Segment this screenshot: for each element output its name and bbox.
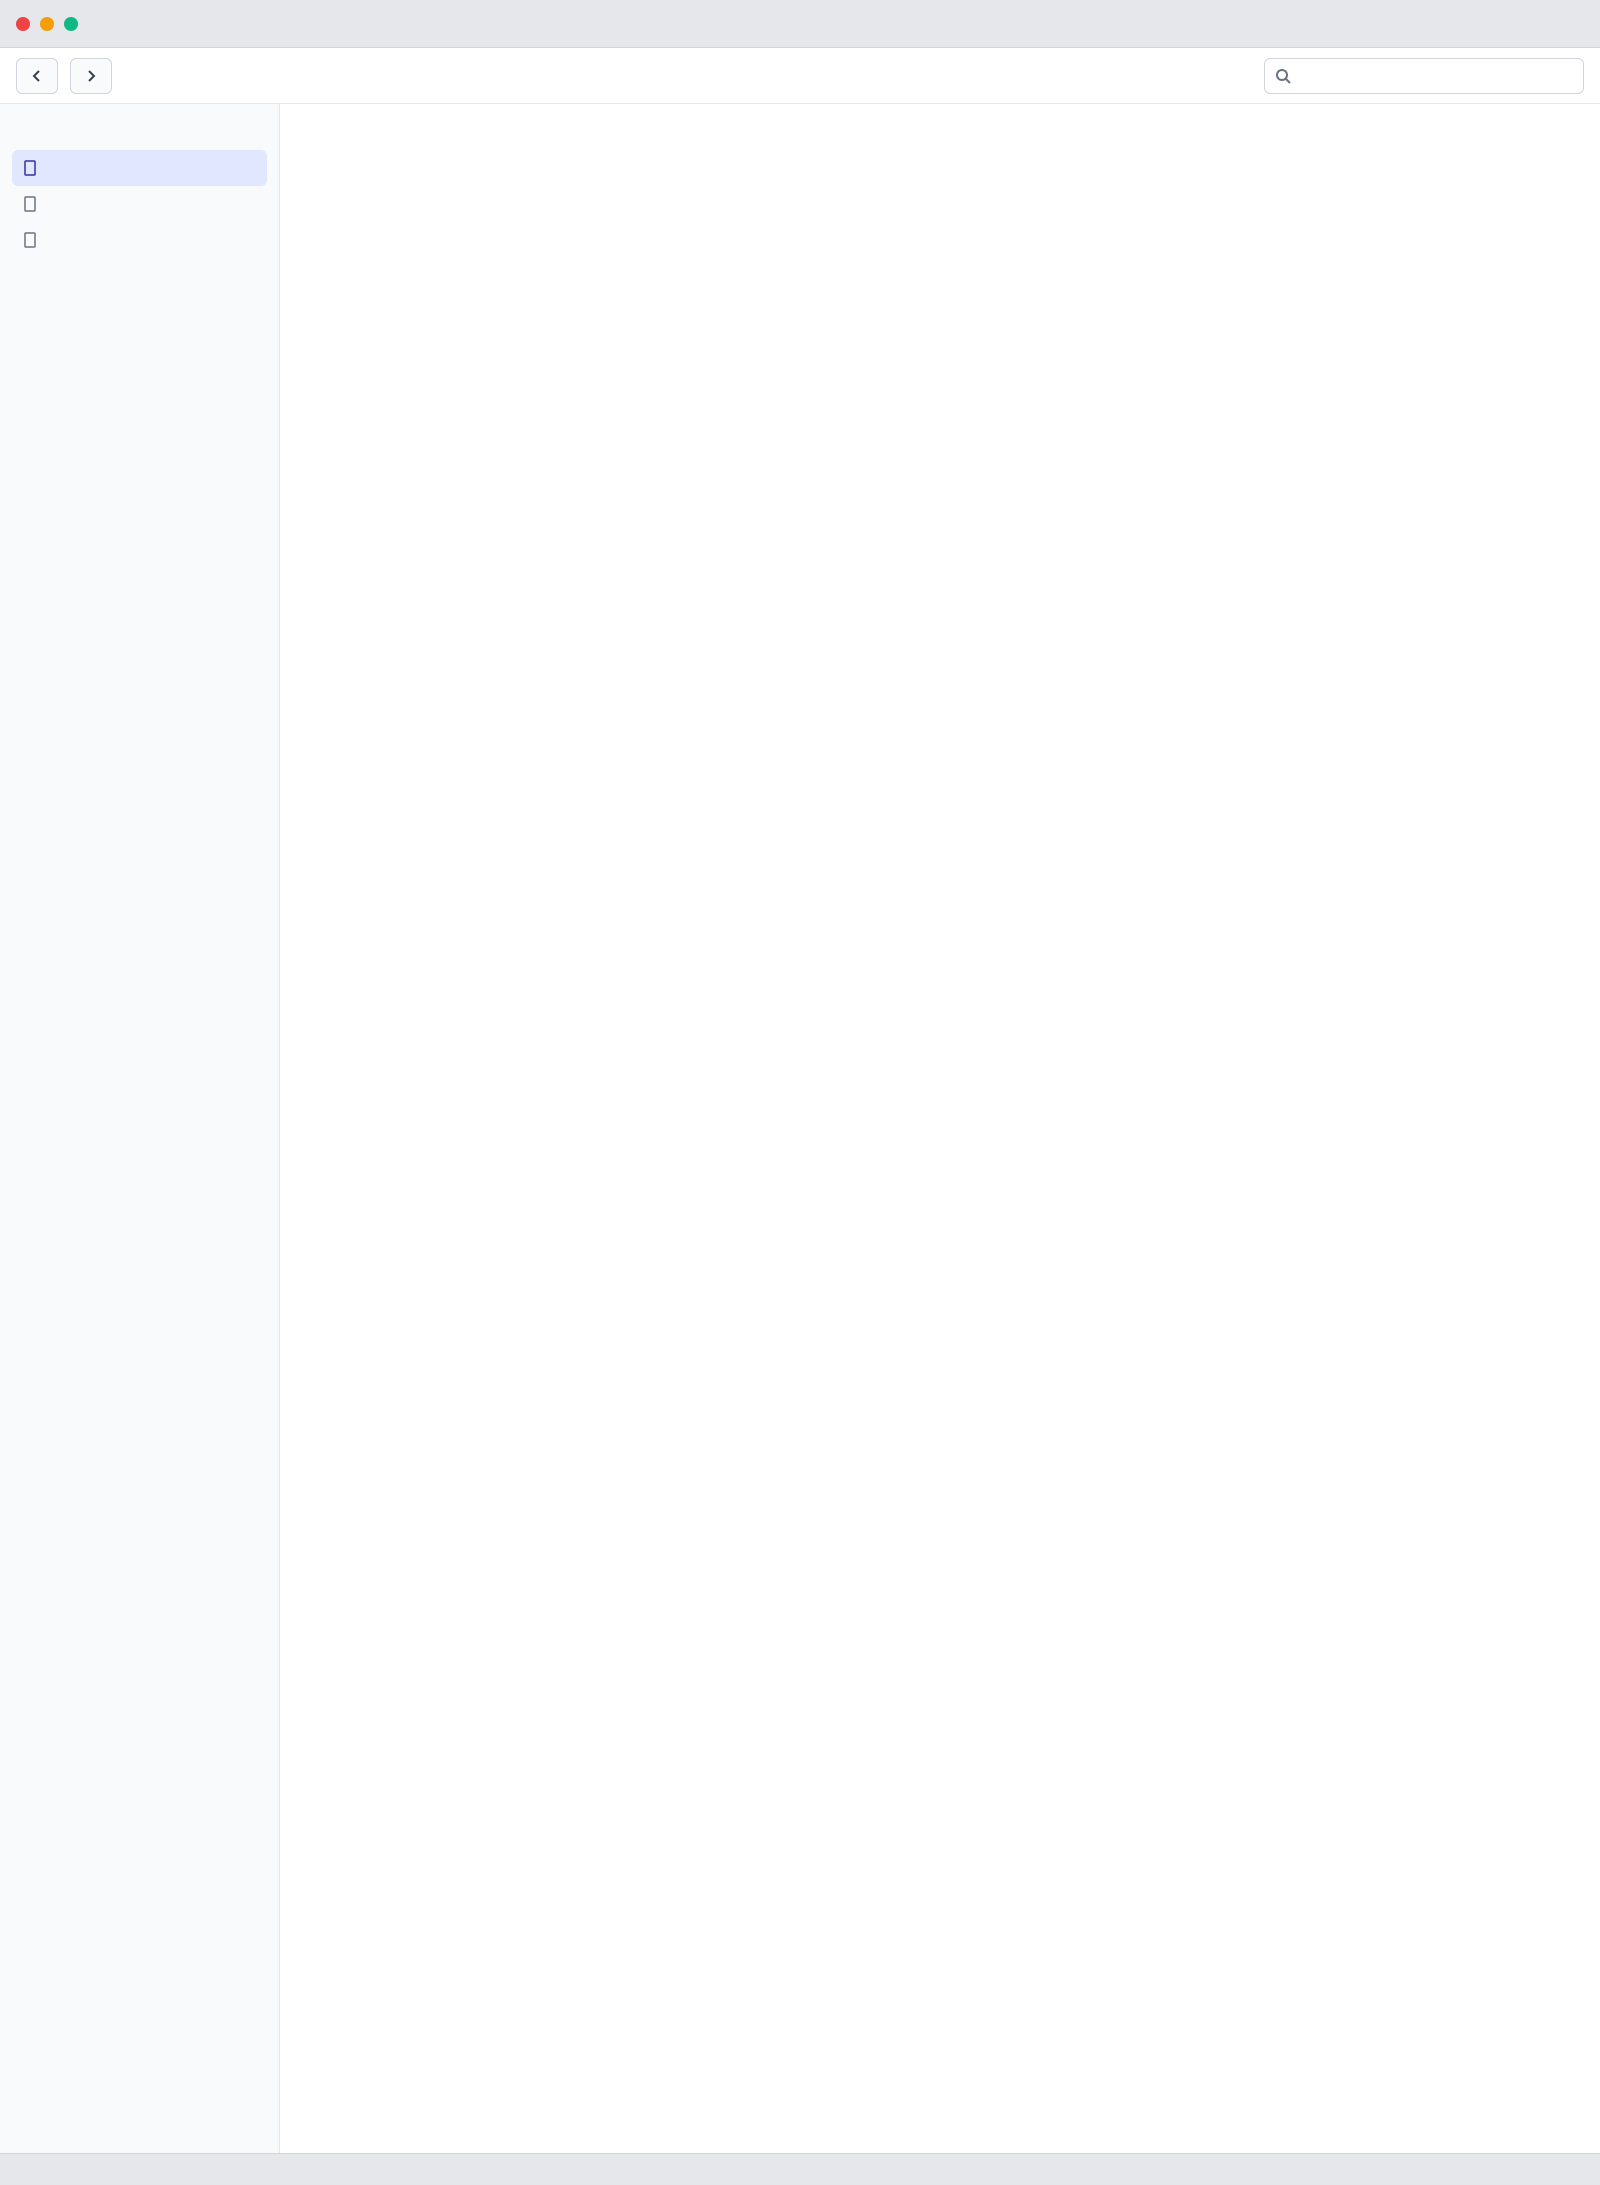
document-icon (22, 160, 38, 176)
sidebar-item[interactable] (12, 150, 267, 186)
search-icon (1275, 68, 1291, 84)
sidebar-item[interactable] (12, 222, 267, 258)
document-icon (22, 196, 38, 212)
chevron-right-icon (83, 68, 99, 84)
toolbar (0, 48, 1600, 104)
forward-button[interactable] (70, 58, 112, 94)
paragraph (336, 287, 1544, 314)
back-button[interactable] (16, 58, 58, 94)
page-subtitle (336, 194, 1544, 214)
chevron-left-icon (29, 68, 45, 84)
content-pane (280, 104, 1600, 2153)
sidebar (0, 104, 280, 2153)
status-bar (0, 2153, 1600, 2185)
page-title (336, 144, 1544, 182)
search-box (1264, 58, 1584, 94)
paragraph (336, 332, 1544, 359)
document-icon (22, 232, 38, 248)
main-body (0, 104, 1600, 2153)
title-bar (0, 0, 1600, 48)
paragraph (336, 242, 1544, 269)
search-input[interactable] (1299, 66, 1573, 85)
maximize-window-button[interactable] (64, 17, 78, 31)
sidebar-heading (20, 124, 259, 140)
close-window-button[interactable] (16, 17, 30, 31)
sidebar-item[interactable] (12, 186, 267, 222)
minimize-window-button[interactable] (40, 17, 54, 31)
